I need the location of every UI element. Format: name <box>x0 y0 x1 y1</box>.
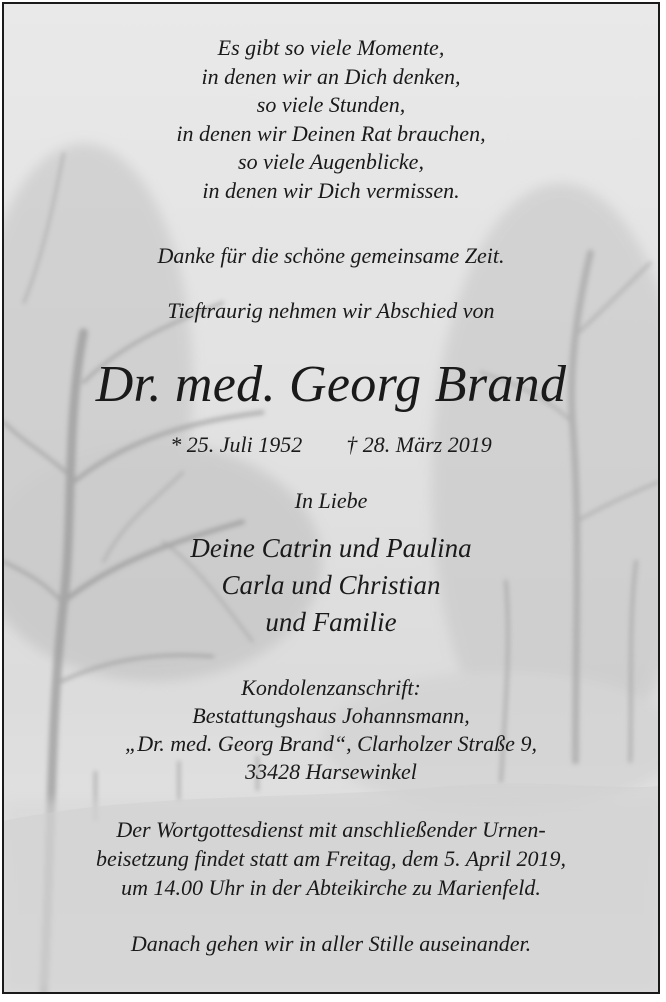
poem-line: so viele Augenblicke, <box>238 149 424 174</box>
address-line: Bestattungshaus Johannsmann, <box>192 703 470 728</box>
poem-line: in denen wir Dich vermissen. <box>202 177 460 203</box>
poem-line: Es gibt so viele Momente, <box>217 35 445 60</box>
mourners <box>4 530 658 641</box>
poem-line: so viele Stunden, <box>256 92 406 117</box>
address-line: 33428 Harsewinkel <box>245 759 417 784</box>
farewell-intro: Tieftraurig nehmen wir Abschied von <box>167 298 495 323</box>
mourners-line: Carla und Christian <box>221 570 441 600</box>
address-line: Kondolenzanschrift: <box>241 675 421 700</box>
address-line: „Dr. med. Georg Brand“, Clarholzer Straße 9, <box>125 731 537 756</box>
obituary-card <box>2 2 660 994</box>
mourners-line: und Familie <box>265 607 397 637</box>
in-love-line: In Liebe <box>294 488 368 513</box>
obituary-text <box>4 4 658 992</box>
poem-line: in denen wir Deinen Rat brauchen, <box>176 120 486 146</box>
condolence-address <box>4 674 658 786</box>
mourners-line: Deine Catrin und Paulina <box>190 533 472 563</box>
service-line: um 14.00 Uhr in der Abteikirche zu Marienfeld. <box>121 875 541 900</box>
service-line: beisetzung findet statt am Freitag, dem 5. April 2019, <box>96 846 566 871</box>
memorial-poem <box>4 34 658 205</box>
poem-line: in denen wir an Dich denken, <box>201 63 461 89</box>
death-date: † 28. März 2019 <box>346 432 492 457</box>
life-dates <box>4 430 658 460</box>
service-info <box>4 815 658 902</box>
thanks-line: Danke für die schöne gemeinsame Zeit. <box>157 243 505 268</box>
deceased-name: Dr. med. Georg Brand <box>95 356 567 413</box>
birth-date: * 25. Juli 1952 <box>170 432 303 457</box>
closing-line: Danach gehen wir in aller Stille auseinander. <box>130 931 532 956</box>
service-line: Der Wortgottesdienst mit anschließender Urnen- <box>116 817 546 842</box>
